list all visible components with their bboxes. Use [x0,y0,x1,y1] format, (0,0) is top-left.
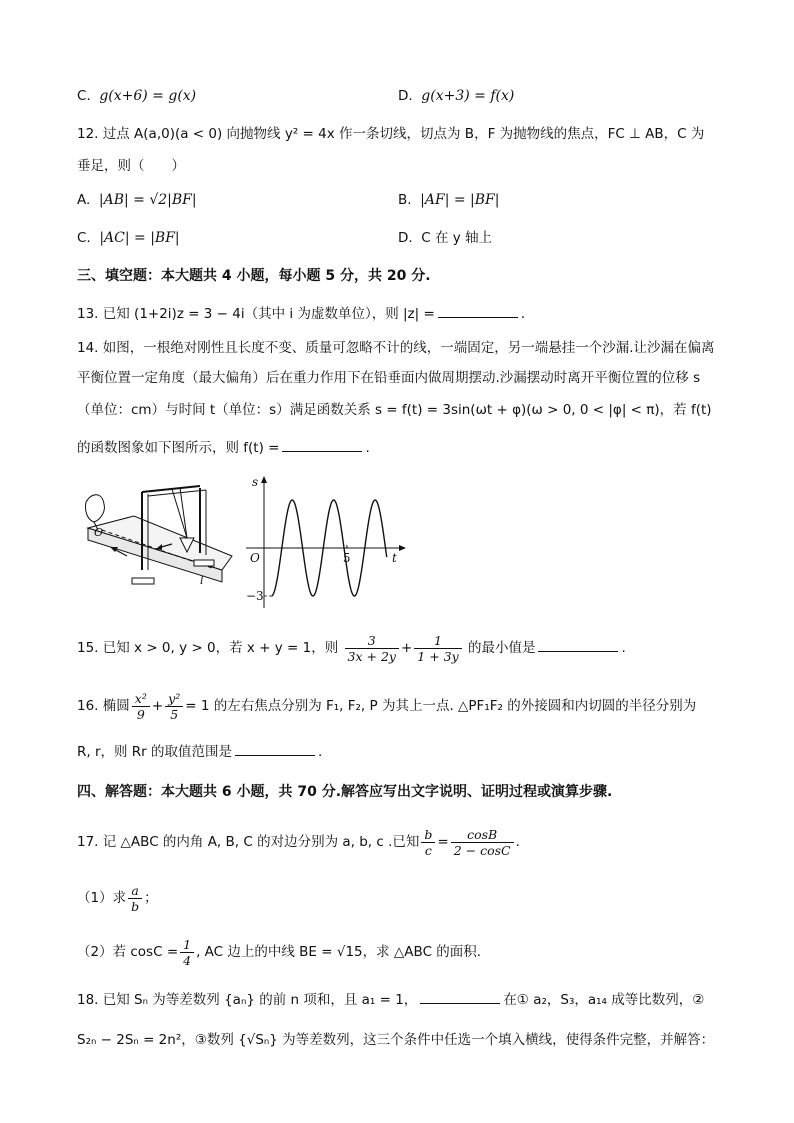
q11-option-d-label: D. [398,88,413,104]
y-tick-label-minus-3: −3 [246,589,264,603]
q14-line-2: 平衡位置一定角度（最大偏角）后在重力作用下在铅垂面内做周期摆动.沙漏摆动时离开平衡位置的位移 s [77,370,701,386]
q11-option-c-text: g(x+6) = g(x) [99,88,197,104]
q16-line-2-text: R, r，则 Rr 的取值范围是 [77,744,233,760]
apparatus-label-l: l [200,574,204,587]
q15-text: 15. 已知 x > 0, y > 0，若 x + y = 1，则 [77,640,339,656]
q17-text: 17. 记 △ABC 的内角 A, B, C 的对边分别为 a, b, c .已知 [77,834,420,850]
x-tick-label-5: 5 [342,551,351,565]
q16-fraction-1 [132,691,150,722]
q17-fraction-b-numerator: b [421,827,435,843]
q11-option-d [398,86,514,106]
q12-option-a-label: A. [77,192,91,208]
q12-option-b [398,190,499,210]
q13 [77,304,525,324]
q15-fraction-2 [414,633,461,664]
q17-fraction-cos [451,827,514,858]
q15-fraction-2-denominator: 1 + 3y [417,648,459,664]
q14-answer-blank[interactable] [282,439,362,452]
q16-fraction-1-numerator: x² [132,691,150,707]
q12-option-d-label: D. [398,230,413,246]
q17-part-2-text: （2）若 cosC = [77,944,179,960]
q13-answer-blank[interactable] [438,305,518,318]
y-axis-label: s [252,475,259,489]
q17-part-1-end: ； [144,890,158,906]
q16-fraction-2-numerator: y² [165,691,183,707]
section-3-heading: 三、填空题：本大题共 4 小题，每小题 5 分，共 20 分. [77,268,431,284]
q14-line-1: 14. 如图，一根绝对刚性且长度不变、质量可忽略不计的线，一端固定，另一端悬挂一个沙漏.让沙漏在偏离 [77,340,715,356]
q18-text-post: 在① a₂，S₃，a₁₄ 成等比数列，② [503,992,705,1008]
q14-line-4 [77,438,370,458]
q15-text-post: 的最小值是 [467,640,536,656]
q12-option-c-label: C. [77,230,91,246]
q16-fraction-2-denominator: 5 [170,706,179,722]
q18-line-2: S₂ₙ − 2Sₙ = 2n²，③数列 {√Sₙ} 为等差数列，这三个条件中任选一个填入横线，使得条件完整，并解答： [77,1032,715,1048]
sine-graph-figure [244,472,414,612]
q12-option-a-text: |AB| = √2|BF| [98,192,197,208]
q12-option-a [77,190,197,210]
q17-fraction-cos-denominator: 2 − cosC [453,842,511,858]
q16-plus: + [151,698,164,714]
pendulum-apparatus-figure [72,478,234,612]
q12-option-c-text: |AC| = |BF| [99,230,180,246]
q15-end: . [621,640,626,656]
x-axis-label: t [392,551,397,565]
q17-equals: = [437,834,449,850]
q12-option-c [77,228,180,248]
q17-fraction-b-over-c [421,827,435,858]
q17-part-1-fraction [128,883,142,914]
q12-stem-line2: 垂足，则（ ） [77,158,185,174]
q16-text-post: = 1 的左右焦点分别为 F₁, F₂, P 为其上一点. △PF₁F₂ 的外接圆和内切圆的半径分别为 [185,698,697,714]
q17-part-2 [77,932,481,972]
q11-option-c-label: C. [77,88,91,104]
q15-answer-blank[interactable] [538,639,618,652]
q17-part-1-numerator: a [128,883,142,899]
q11-option-d-text: g(x+3) = f(x) [421,88,515,104]
apparatus-label-o: O [94,526,104,539]
q13-end: . [520,306,526,322]
q16-text: 16. 椭圆 [77,698,130,714]
q17-part-2-denominator: 4 [183,952,192,968]
q15-fraction-1-denominator: 3x + 2y [347,648,396,664]
q16-answer-blank[interactable] [235,743,315,756]
q12-option-b-text: |AF| = |BF| [420,192,500,208]
q16-fraction-2 [165,691,183,722]
y-axis-arrow [261,476,267,483]
q17-part-2-text-post: , AC 边上的中线 BE = √15，求 △ABC 的面积. [196,944,482,960]
x-axis-arrow [399,545,406,551]
q13-text: 13. 已知 (1+2i)z = 3 − 4i（其中 i 为虚数单位），则 |z| = [77,306,435,322]
q17-fraction-c-denominator: c [424,842,432,858]
section-4-heading: 四、解答题：本大题共 6 小题，共 70 分.解答应写出文字说明、证明过程或演算步骤. [77,784,613,800]
q16 [77,686,696,726]
q14-line-4-text: 的函数图象如下图所示，则 f(t) = [77,440,280,456]
q18-line-1 [77,990,704,1010]
q15-fraction-1-numerator: 3 [345,633,399,649]
q12-option-b-label: B. [398,192,412,208]
q17-end: . [515,834,520,850]
q16-fraction-1-denominator: 9 [136,706,145,722]
q18-answer-blank[interactable] [420,991,500,1004]
q17-part-1-denominator: b [131,898,140,914]
q12-stem: 12. 过点 A(a,0)(a < 0) 向抛物线 y² = 4x 作一条切线，切点为 B，F 为抛物线的焦点，FC ⊥ AB，C 为 [77,126,705,142]
q18-text: 18. 已知 Sₙ 为等差数列 {aₙ} 的前 n 项和，且 a₁ = 1， [77,992,418,1008]
q12-option-d [398,228,492,248]
q16-end: . [318,744,323,760]
q15-fraction-1 [345,633,399,664]
q17-part-1-text: （1）求 [77,890,127,906]
q17-part-2-numerator: 1 [180,937,194,953]
q17 [77,822,520,862]
q17-part-1 [77,878,158,918]
q15-fraction-2-numerator: 1 [414,633,461,649]
q15 [77,628,626,668]
q17-fraction-cos-numerator: cosB [451,827,514,843]
q14-line-3: （单位：cm）与时间 t（单位：s）满足函数关系 s = f(t) = 3sin(ωt + φ)(ω > 0, 0 < |φ| < π)，若 f(t) [77,402,712,418]
q12-option-d-text: C 在 y 轴上 [421,230,493,246]
q16-line-2 [77,742,322,762]
q15-plus: + [400,640,413,656]
q11-option-c [77,86,196,106]
q14-end: . [365,440,370,456]
origin-label: O [250,551,260,565]
q17-part-2-fraction [180,937,194,968]
